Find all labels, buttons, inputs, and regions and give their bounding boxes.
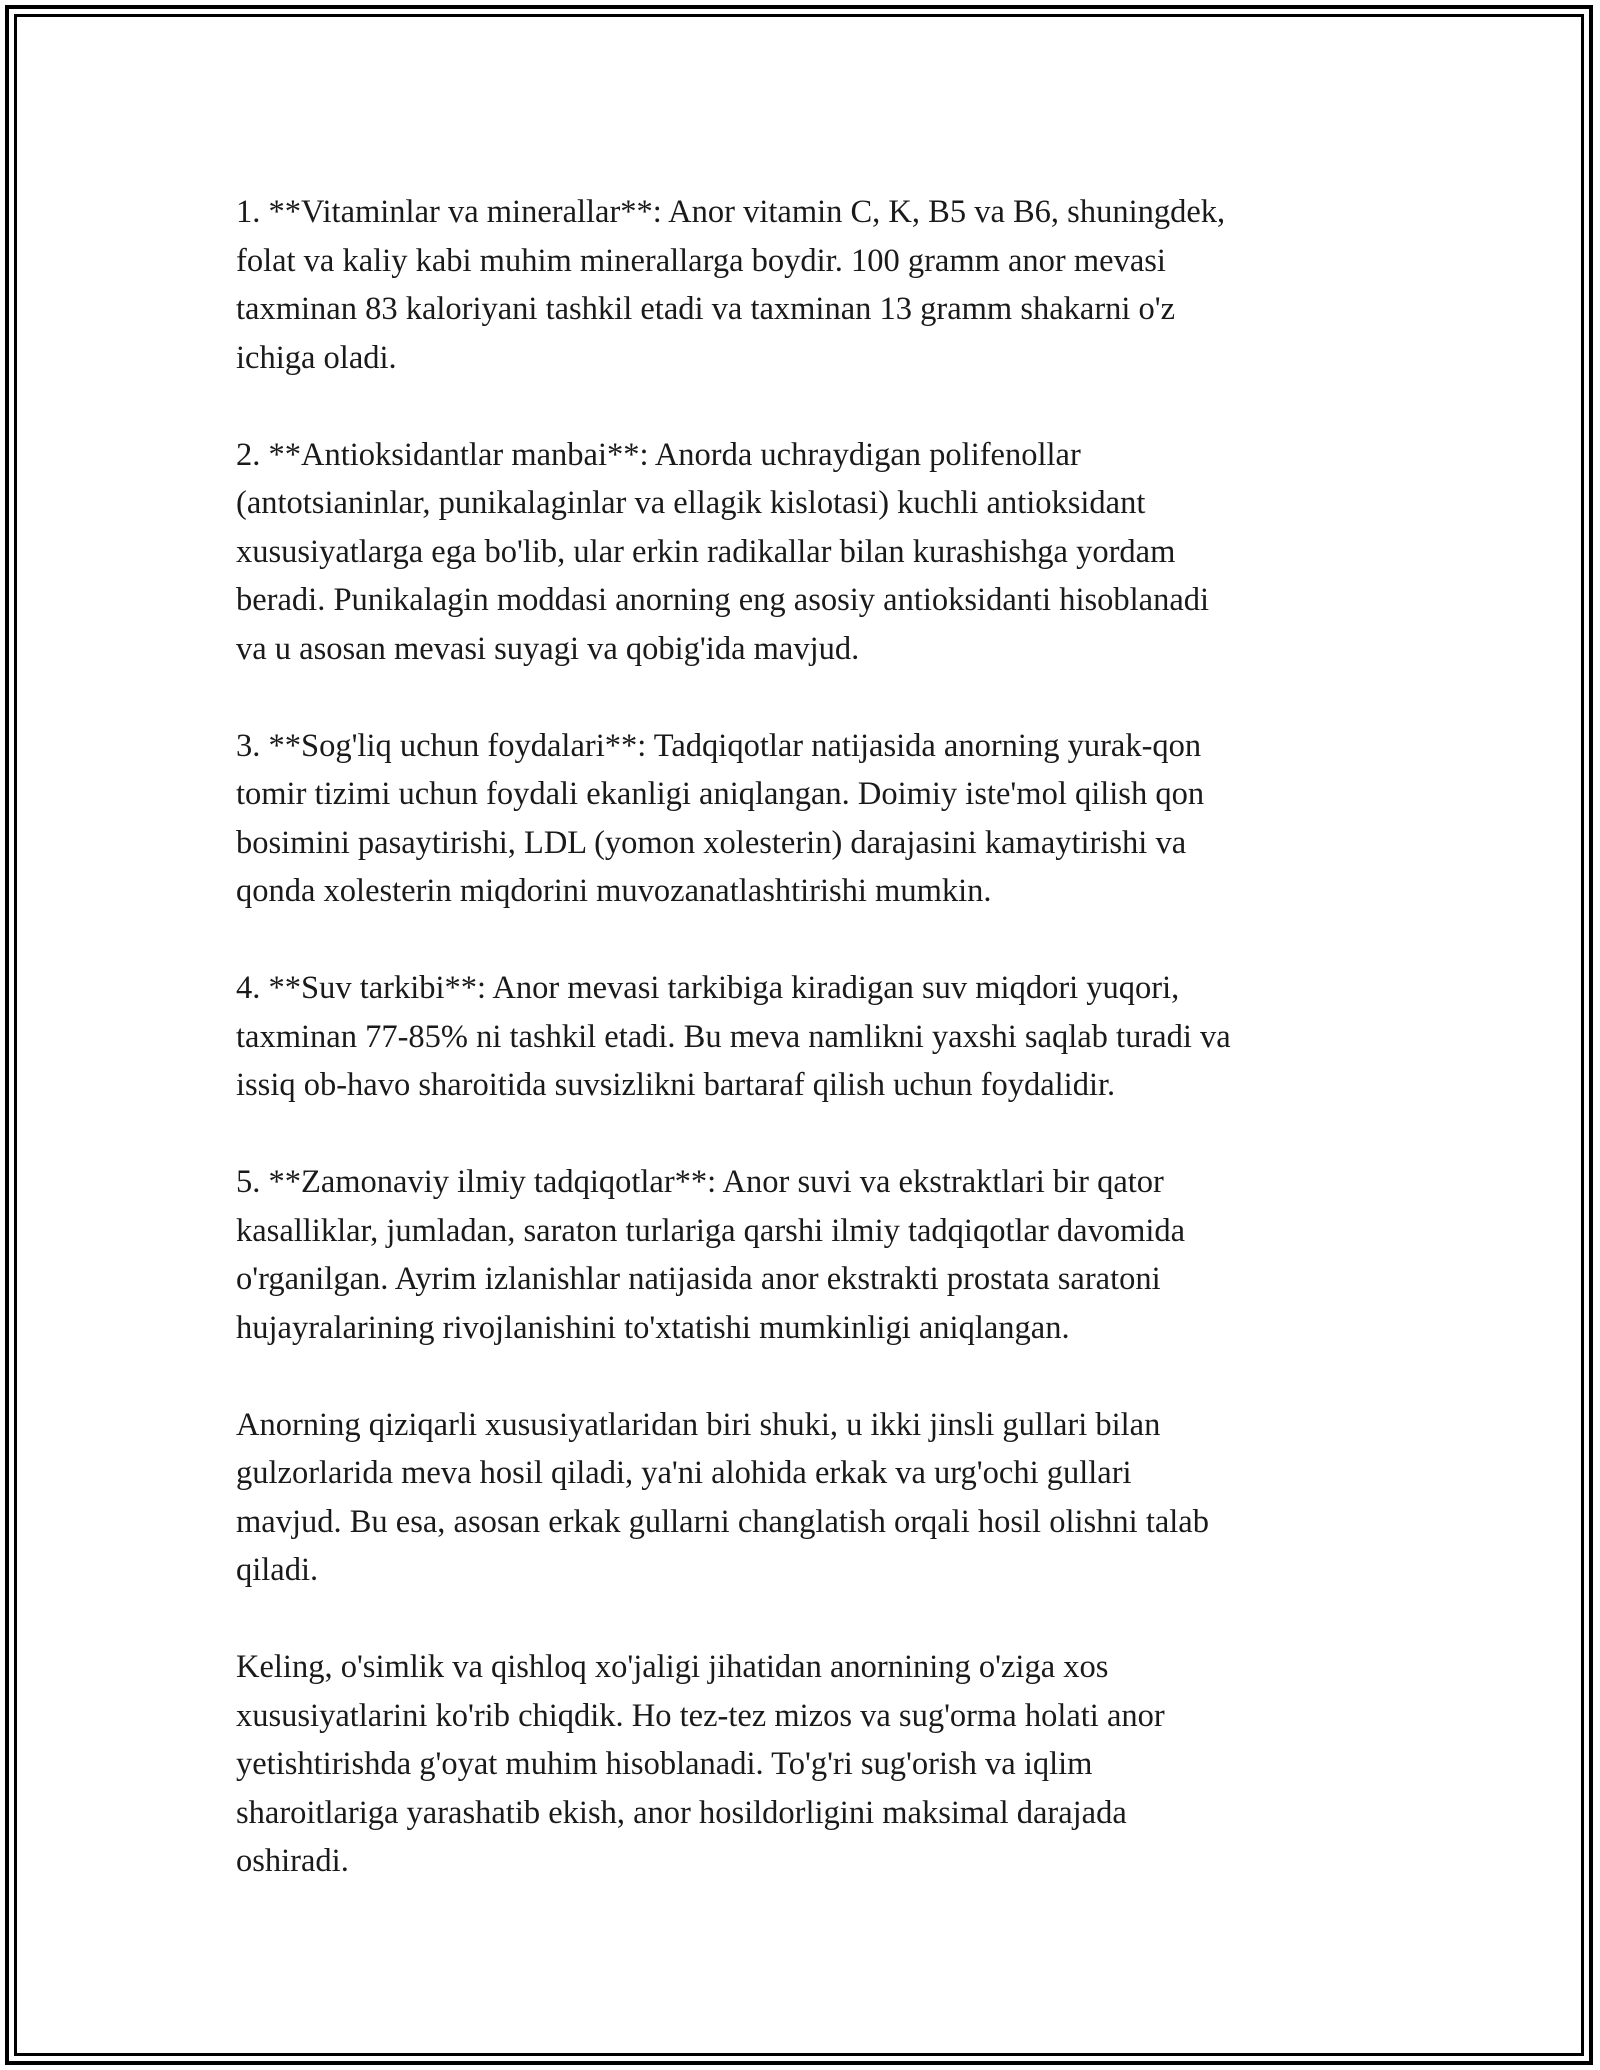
paragraph-antioxidants: 2. **Antioksidantlar manbai**: Anorda uchraydigan polifenollar (antotsianinlar, punikalaginlar va ellagik kislotasi) kuchli antioksidant xususiyatlarga ega bo'lib, ular erkin radikallar bilan kurashishga yordam beradi. Punikalagin moddasi anorning eng asosiy antioksidanti hisoblanadi va u asosan mevasi suyagi va qobig'ida mavjud.	[236, 436, 1210, 667]
paragraph-modern-research: 5. **Zamonaviy ilmiy tadqiqotlar**: Anor suvi va ekstraktlari bir qator kasalliklar, jumladan, saraton turlariga qarshi ilmiy tadqiqotlar davomida o'rganilgan. Ayrim izlanishlar natijasida anor ekstrakti prostata saratoni hujayralarining rivojlanishini to'xtatishi mumkinligi aniqlangan.	[236, 1164, 1186, 1346]
paragraph-health-benefits: 3. **Sog'liq uchun foydalari**: Tadqiqotlar natijasida anorning yurak-qon tomir tizimi uchun foydali ekanligi aniqlangan. Doimiy iste'mol qilish qon bosimini pasaytirishi, LDL (yomon xolesterin) darajasini kamaytirishi va qonda xolesterin miqdorini muvozanatlashtirishi mumkin.	[236, 727, 1205, 909]
paragraph-water-content: 4. **Suv tarkibi**: Anor mevasi tarkibiga kiradigan suv miqdori yuqori, taxminan 77-85% ni tashkil etadi. Bu meva namlikni yaxshi saqlab turadi va issiq ob-havo sharoitida suvsizlikni bartaraf qilish uchun foydalidir.	[236, 970, 1231, 1103]
document-body	[236, 188, 1376, 1886]
paragraph-vitamins-minerals: 1. **Vitaminlar va minerallar**: Anor vitamin C, K, B5 va B6, shuningdek, folat va kaliy kabi muhim minerallarga boydir. 100 gramm anor mevasi taxminan 83 kaloriyani tashkil etadi va taxminan 13 gramm shakarni o'z ichiga oladi.	[236, 194, 1226, 376]
paragraph-flowers: Anorning qiziqarli xususiyatlaridan biri shuki, u ikki jinsli gullari bilan gulzorlarida meva hosil qiladi, ya'ni alohida erkak va urg'ochi gullari mavjud. Bu esa, asosan erkak gullarni changlatish orqali hosil olishni talab qiladi.	[236, 1406, 1209, 1588]
paragraph-cultivation: Keling, o'simlik va qishloq xo'jaligi jihatidan anornining o'ziga xos xususiyatlarini ko'rib chiqdik. Ho tez-tez mizos va sug'orma holati anor yetishtirishda g'oyat muhim hisoblanadi. To'g'ri sug'orish va iqlim sharoitlariga yarashatib ekish, anor hosildorligini maksimal darajada oshiradi.	[236, 1649, 1165, 1879]
